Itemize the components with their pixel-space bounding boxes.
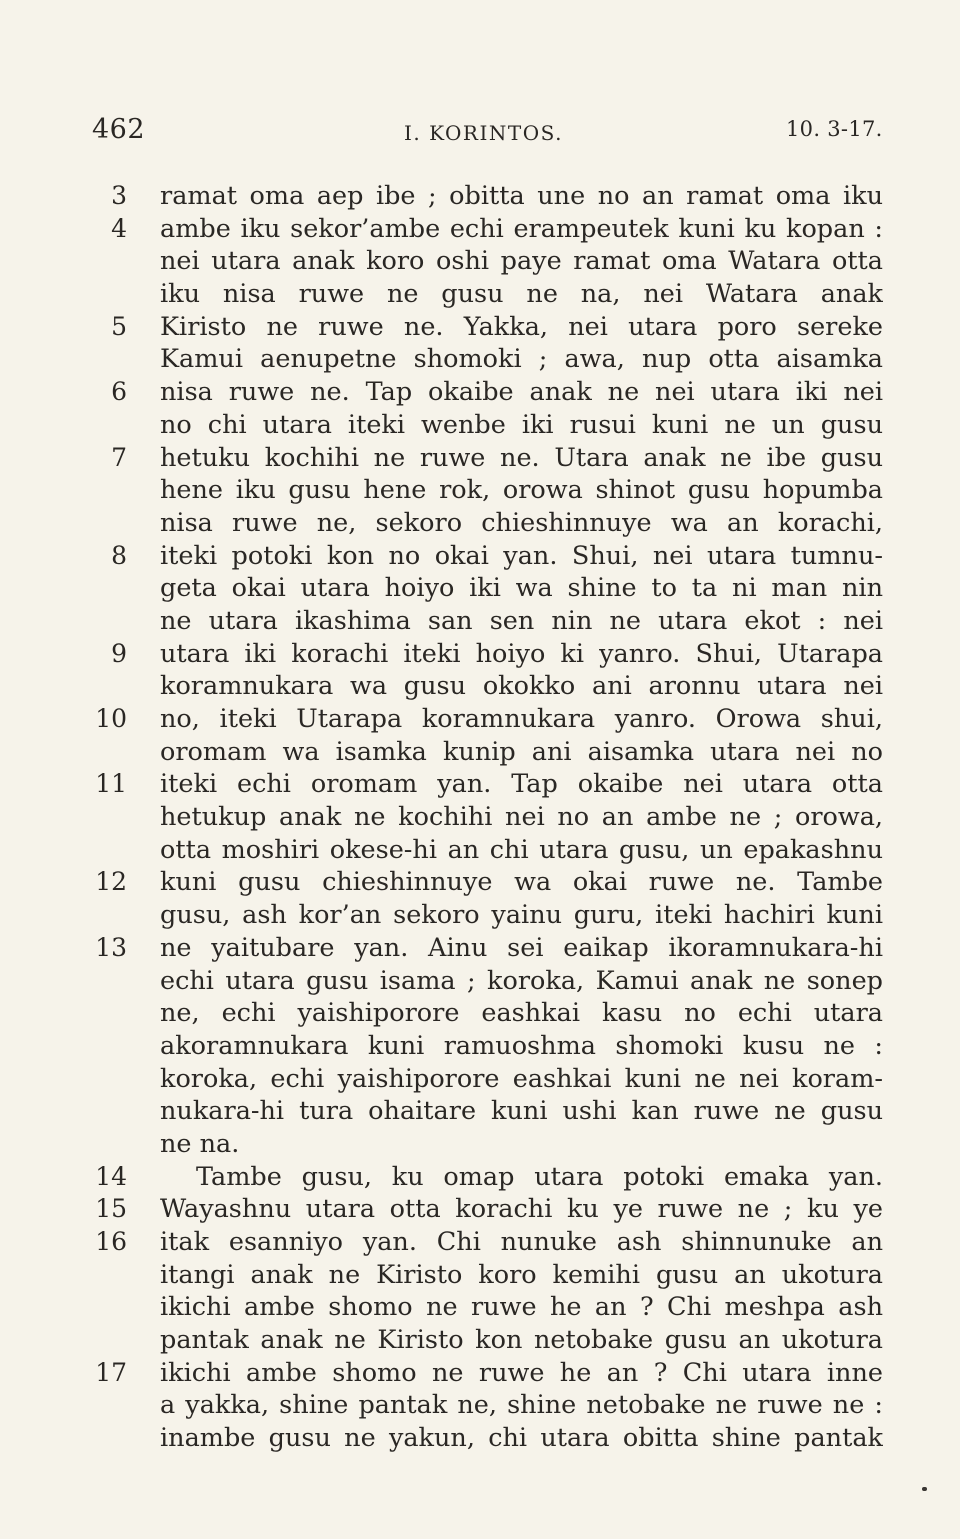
verse-number: 4 — [111, 213, 127, 243]
line-text: gusu, ash kor’an sekoro yainu guru, iteki hachiri kuni — [160, 900, 883, 931]
text-line — [0, 834, 960, 867]
line-text: Tambe gusu, ku omap utara potoki emaka yan. — [196, 1161, 883, 1192]
verse-number: 8 — [111, 540, 127, 570]
line-text: inambe gusu ne yakun, chi utara obitta shine pantak — [160, 1423, 883, 1454]
print-mark — [922, 1487, 927, 1491]
line-text: koroka, echi yaishiporore eashkai kuni ne nei koram- — [160, 1063, 883, 1094]
text-line — [0, 1193, 960, 1226]
line-text: ramat oma aep ibe ; obitta une no an ramat oma iku — [160, 181, 883, 211]
text-line — [0, 768, 960, 801]
line-text: akoramnukara kuni ramuoshma shomoki kusu ne : — [160, 1030, 883, 1061]
line-text: iteki potoki kon no okai yan. Shui, nei utara tumnu- — [160, 540, 883, 571]
text-line — [0, 670, 960, 703]
line-text: no chi utara iteki wenbe iki rusui kuni ne un gusu — [160, 409, 883, 440]
text-line — [0, 474, 960, 507]
line-text: pantak anak ne Kiristo kon netobake gusu an ukotura — [160, 1325, 883, 1356]
line-text: ne na. — [160, 1128, 240, 1159]
text-line — [0, 1389, 960, 1422]
line-text: itak esanniyo yan. Chi nunuke ash shinnunuke an — [160, 1227, 883, 1257]
verse-number: 15 — [95, 1194, 127, 1224]
line-text: ikichi ambe shomo ne ruwe he an ? Chi utara inne — [160, 1357, 883, 1388]
text-line — [0, 376, 960, 409]
text-line — [0, 1324, 960, 1357]
text-line — [0, 245, 960, 278]
line-text: nisa ruwe ne, sekoro chieshinnuye wa an korachi, — [160, 507, 883, 538]
line-text: echi utara gusu isama ; koroka, Kamui anak ne sonep — [160, 965, 883, 996]
verse-number: 9 — [111, 638, 127, 668]
text-line — [0, 1030, 960, 1063]
verse-number: 10 — [95, 704, 127, 733]
line-text: hetukup anak ne kochihi nei no an ambe ne ; orowa, — [160, 802, 883, 833]
chapter-verse-reference: 10. 3-17. — [786, 117, 883, 141]
text-line — [0, 932, 960, 965]
verse-number: 13 — [95, 932, 127, 962]
line-text: ambe iku sekor’ambe echi erampeutek kuni ku kopan : — [160, 213, 883, 244]
text-line — [0, 572, 960, 605]
line-text: koramnukara wa gusu okokko ani aronnu utara nei — [160, 671, 883, 702]
line-text: ne, echi yaishiporore eashkai kasu no echi utara — [160, 998, 883, 1029]
verse-number: 12 — [95, 867, 127, 897]
verse-number: 5 — [111, 311, 127, 341]
running-title: I. KORINTOS. — [404, 121, 563, 145]
line-text: otta moshiri okese-hi an chi utara gusu, un epakashnu — [160, 834, 883, 865]
text-line — [0, 1291, 960, 1324]
scripture-text-block — [0, 180, 960, 1455]
text-line — [0, 866, 960, 899]
text-line — [0, 997, 960, 1030]
line-text: ne yaitubare yan. Ainu sei eaikap ikoramnukara-hi — [160, 932, 883, 963]
line-text: Kamui aenupetne shomoki ; awa, nup otta aisamka — [160, 344, 883, 375]
line-text: kuni gusu chieshinnuye wa okai ruwe ne. Tambe — [160, 867, 883, 898]
line-text: ne utara ikashima san sen nin ne utara ekot : nei — [160, 605, 883, 636]
line-text: iteki echi oromam yan. Tap okaibe nei utara otta — [160, 769, 883, 800]
text-line — [0, 442, 960, 475]
text-line — [0, 343, 960, 376]
line-text: itangi anak ne Kiristo koro kemihi gusu an ukotura — [160, 1259, 883, 1290]
line-text: hene iku gusu hene rok, orowa shinot gusu hopumba — [160, 475, 883, 506]
text-line — [0, 965, 960, 998]
page-number: 462 — [92, 114, 146, 145]
verse-number: 17 — [95, 1357, 127, 1387]
text-line — [0, 1226, 960, 1259]
text-line — [0, 1357, 960, 1390]
text-line — [0, 899, 960, 932]
text-line — [0, 638, 960, 671]
text-line — [0, 1161, 960, 1194]
text-line — [0, 1422, 960, 1455]
line-text: nisa ruwe ne. Tap okaibe anak ne nei utara iki nei — [160, 377, 883, 408]
text-line — [0, 605, 960, 638]
line-text: ikichi ambe shomo ne ruwe he an ? Chi meshpa ash — [160, 1292, 883, 1323]
verse-number: 14 — [95, 1161, 127, 1191]
text-line — [0, 1095, 960, 1128]
line-text: Kiristo ne ruwe ne. Yakka, nei utara poro sereke — [160, 311, 883, 342]
text-line — [0, 1128, 960, 1161]
line-text: iku nisa ruwe ne gusu ne na, nei Watara anak — [160, 279, 883, 310]
page-header — [0, 114, 960, 154]
line-text: a yakka, shine pantak ne, shine netobake ne ruwe ne : — [160, 1390, 883, 1421]
line-text: utara iki korachi iteki hoiyo ki yanro. Shui, Utarapa — [160, 638, 883, 669]
line-text: Wayashnu utara otta korachi ku ye ruwe ne ; ku ye — [160, 1194, 883, 1225]
verse-number: 7 — [111, 442, 127, 472]
line-text: hetuku kochihi ne ruwe ne. Utara anak ne ibe gusu — [160, 442, 883, 473]
line-text: nukara-hi tura ohaitare kuni ushi kan ruwe ne gusu — [160, 1096, 883, 1127]
line-text: geta okai utara hoiyo iki wa shine to ta ni man nin — [160, 573, 883, 604]
verse-number: 11 — [95, 769, 127, 799]
text-line — [0, 1063, 960, 1096]
verse-number: 3 — [111, 181, 127, 210]
verse-number: 6 — [111, 377, 127, 407]
line-text: nei utara anak koro oshi paye ramat oma Watara otta — [160, 246, 883, 277]
text-line — [0, 703, 960, 736]
text-line — [0, 278, 960, 311]
text-line — [0, 736, 960, 769]
text-line — [0, 801, 960, 834]
text-line — [0, 213, 960, 246]
text-line — [0, 409, 960, 442]
text-line — [0, 180, 960, 213]
text-line — [0, 507, 960, 540]
text-line — [0, 311, 960, 344]
text-line — [0, 540, 960, 573]
line-text: oromam wa isamka kunip ani aisamka utara nei no — [160, 736, 883, 767]
text-line — [0, 1259, 960, 1292]
verse-number: 16 — [95, 1227, 127, 1256]
line-text: no, iteki Utarapa koramnukara yanro. Orowa shui, — [160, 704, 883, 734]
